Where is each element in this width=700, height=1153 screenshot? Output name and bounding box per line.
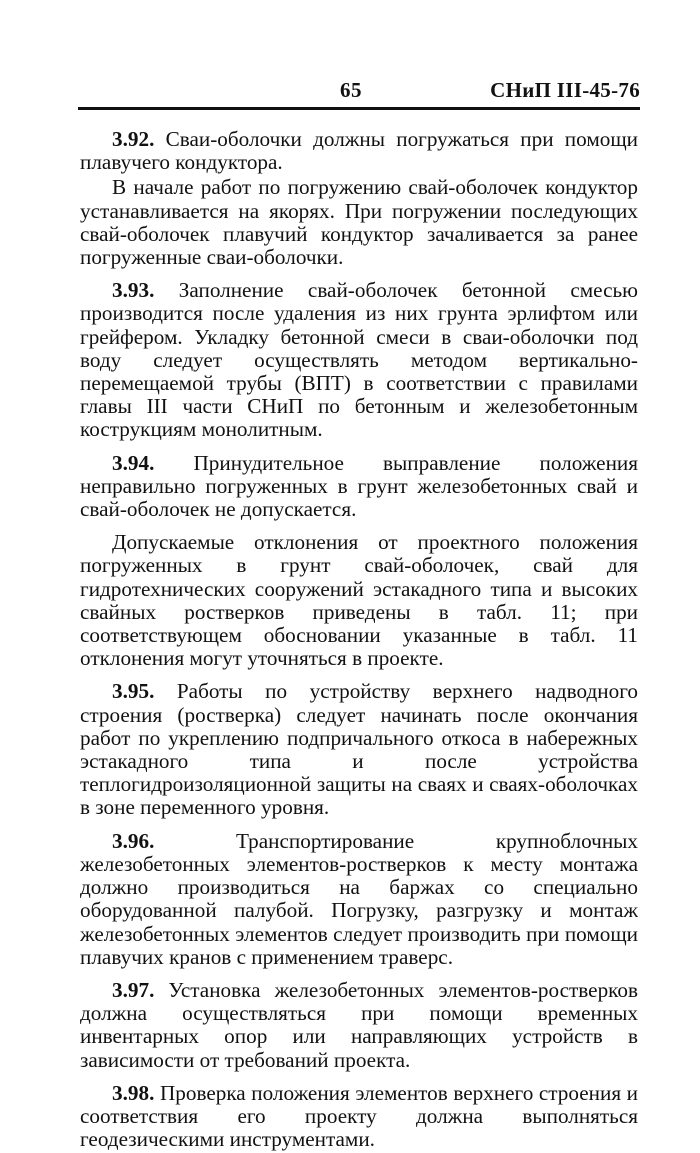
paragraph-text: В начале работ по погружению свай-оболочек кондуктор устанавливается на якорях. При погружении последующих свай-оболочек плавучий кондуктор зачаливается за ранее погруженные сваи-оболочки.: [80, 175, 638, 270]
clause-number: 3.97.: [112, 977, 155, 1002]
paragraph-3-94: [80, 452, 638, 522]
paragraph-3-92: [80, 128, 638, 174]
document-code: СНиП III-45-76: [490, 78, 640, 102]
paragraph-text: Проверка положения элементов верхнего строения и соответствия его проекту должна выполняться геодезическими инструментами.: [80, 1080, 638, 1152]
clause-number: 3.93.: [112, 278, 155, 303]
paragraph-3-97: [80, 979, 638, 1072]
header-divider: [78, 107, 640, 110]
paragraph-text: Установка железобетонных элементов-ростверков должна осуществляться при помощи временных инвентарных опор или направляющих устройств в зависимости от требований проекта.: [80, 977, 638, 1072]
paragraph-3-93: [80, 279, 638, 441]
paragraph-3-95: [80, 680, 638, 819]
clause-number: 3.95.: [112, 679, 155, 704]
paragraph-text: Допускаемые отклонения от проектного положения погруженных в грунт свай-оболочек, свай для гидротехнических сооружений эстакадного типа и высоких свайных ростверков приведены в табл. 11; при соответствующем обосновании указанные в табл. 11 отклонения могут уточняться в проекте.: [80, 530, 638, 671]
paragraph-3-94-continued: [80, 531, 638, 670]
document-body: [80, 128, 638, 1153]
clause-number: 3.92.: [112, 127, 155, 151]
page-header: [78, 78, 640, 104]
paragraph-text: Работы по устройству верхнего надводного строения (ростверка) следует начинать после окончания работ по укреплению подпричального откоса в набережных эстакадного типа и после устройства теплогидроизоляционной защиты на сваях и сваях-оболочках в зоне переменного уровня.: [80, 679, 638, 820]
paragraph-3-98: [80, 1082, 638, 1152]
page-number: 65: [340, 78, 362, 102]
clause-number: 3.98.: [112, 1080, 155, 1105]
paragraph-text: Сваи-оболочки должны погружаться при помощи плавучего кондуктора.: [80, 127, 638, 175]
paragraph-text: Транспортирование крупноблочных железобетонных элементов-ростверков к месту монтажа должно производиться на баржах со специально оборудованной палубой. Погрузку, разгрузку и монтаж железобетонных элементов следует производить при помощи плавучих кранов с применением траверс.: [80, 828, 638, 969]
paragraph-text: Заполнение свай-оболочек бетонной смесью производится после удаления из них грунта эрлифтом или грейфером. Укладку бетонной смеси в сваи-оболочки под воду следует осуществлять методом вертикально-перемещаемой трубы (ВПТ) в соответствии с правилами главы III части СНиП по бетонным и железобетонным кострукциям монолитным.: [80, 278, 638, 442]
paragraph-3-92-continued: [80, 176, 638, 269]
clause-number: 3.94.: [112, 450, 155, 475]
paragraph-3-96: [80, 830, 638, 969]
clause-number: 3.96.: [112, 828, 155, 853]
paragraph-text: Принудительное выправление положения неправильно погруженных в грунт железобетонных свай и свай-оболочек не допускается.: [80, 450, 638, 522]
